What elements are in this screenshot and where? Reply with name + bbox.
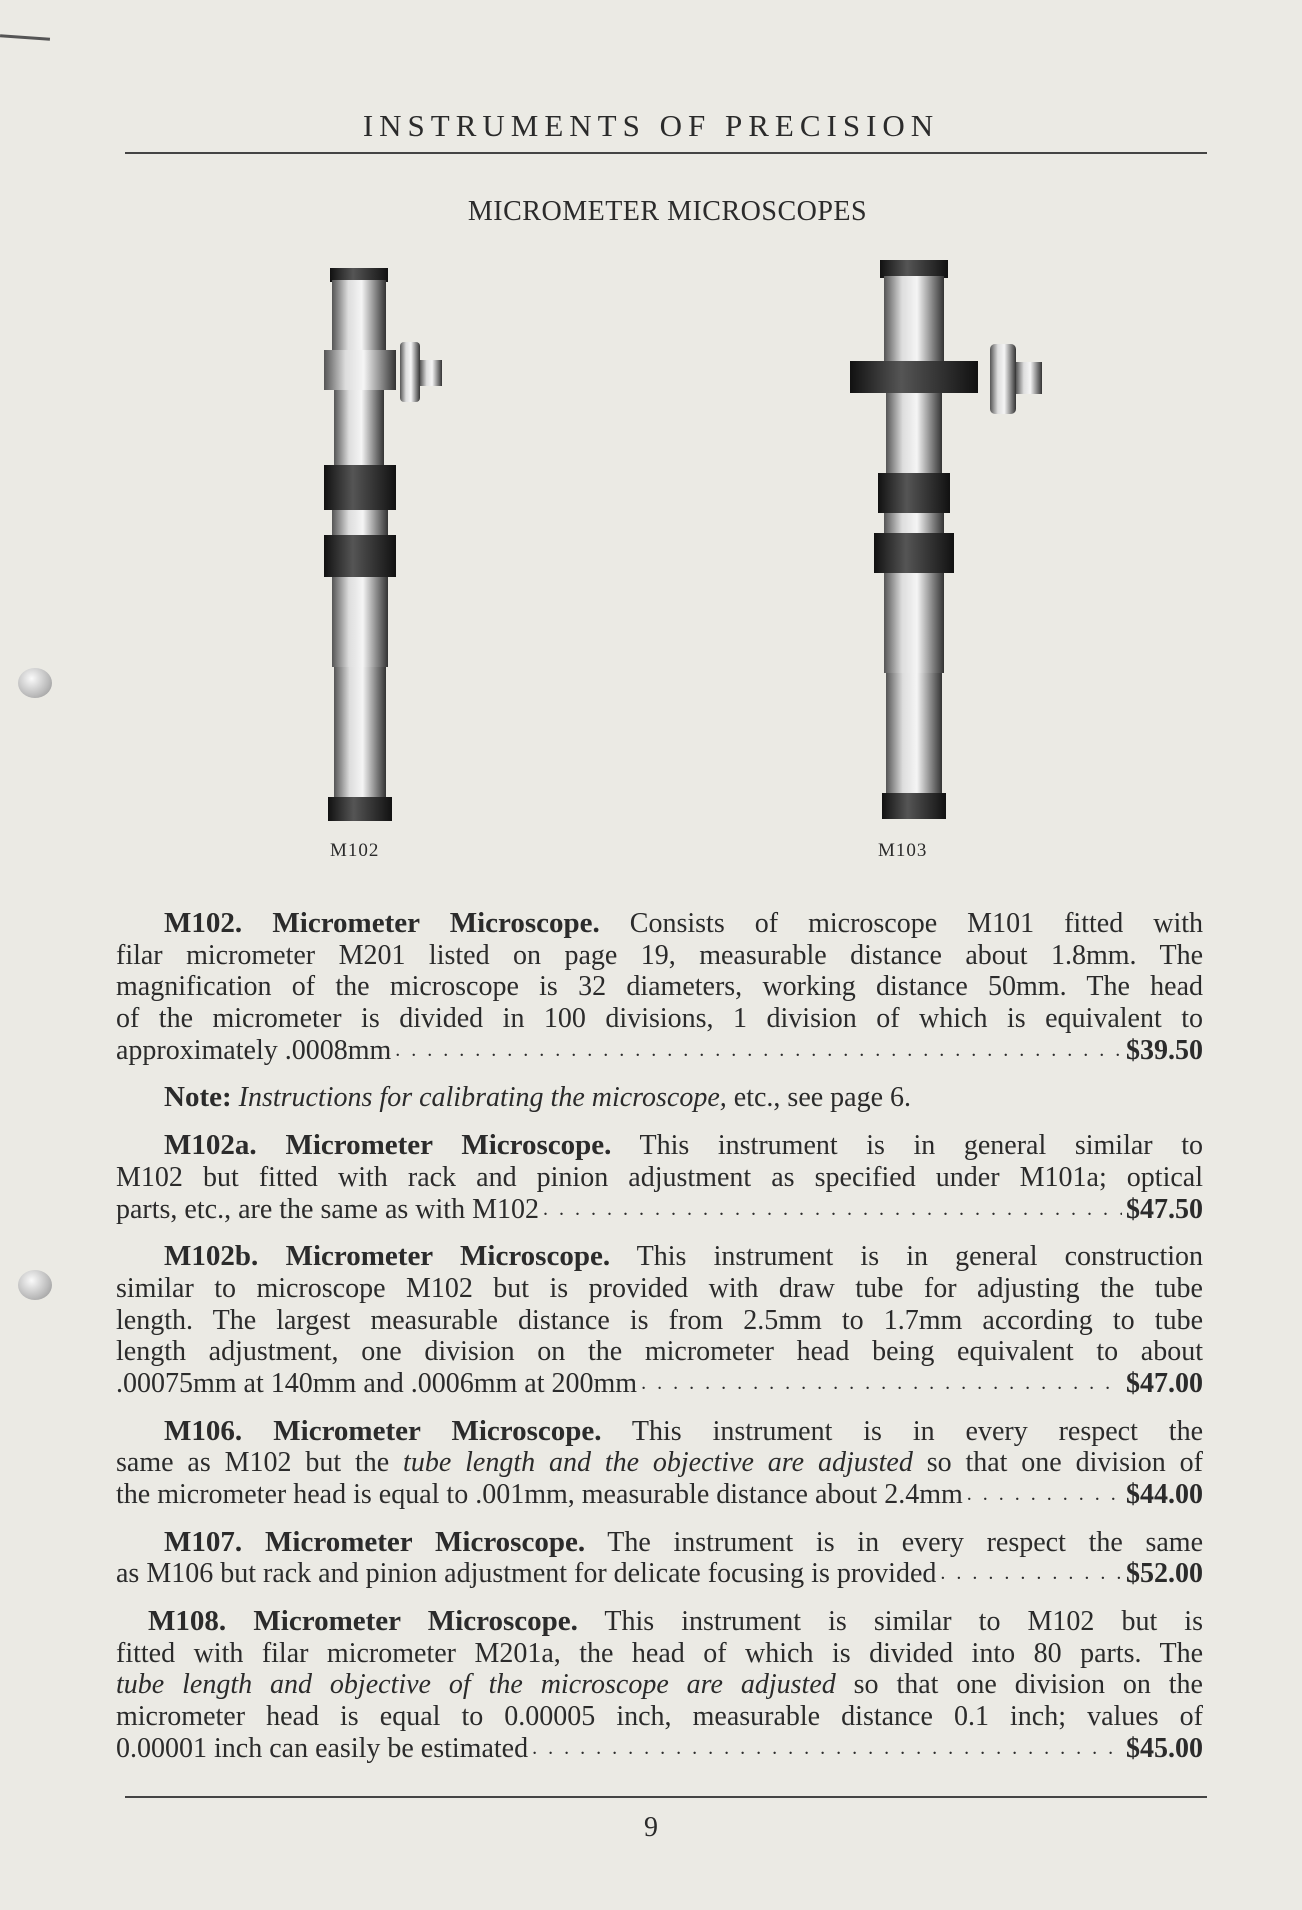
entry-m102b — [116, 1241, 1203, 1399]
entry-title: M108. Micrometer Microscope. — [148, 1605, 578, 1638]
entry-text: .00075mm at 140mm and .0006mm at 200mm — [116, 1367, 638, 1399]
entry-text: so that one division on the — [835, 1669, 1203, 1701]
page-number: 9 — [644, 1812, 658, 1843]
entry-title: M102. Micrometer Microscope. — [164, 907, 600, 939]
entry-text: length. The largest measurable distance is from 2.5mm to 1.7mm according to tube — [116, 1304, 1203, 1336]
entry-text: This instrument is in general construction — [610, 1241, 1204, 1273]
entry-text: the micrometer head is equal to .001mm, measurable distance about 2.4mm — [116, 1479, 963, 1510]
entry-text: as M106 but rack and pinion adjustment for delicate focusing is provided — [116, 1558, 937, 1590]
dot-leader — [395, 1035, 1122, 1067]
entry-m102 — [116, 908, 1203, 1066]
entry-text: so that one division of — [912, 1447, 1203, 1479]
entry-text: micrometer head is equal to 0.00005 inch, measurable distance 0.1 inch; values of — [116, 1701, 1203, 1733]
entry-title: M102b. Micrometer Microscope. — [164, 1240, 611, 1273]
entry-text: length adjustment, one division on the micrometer head being equivalent to about — [116, 1336, 1203, 1368]
entry-text: M102 but fitted with rack and pinion adjustment as specified under M101a; optical — [116, 1161, 1203, 1193]
punch-hole-top — [18, 668, 52, 698]
price: $44.00 — [1126, 1479, 1203, 1510]
entry-text: This instrument is in general similar to — [611, 1130, 1203, 1162]
note-text: etc., see page 6. — [726, 1082, 912, 1114]
entry-italic: tube length and objective of the microscope are adjusted — [116, 1669, 836, 1701]
entry-text: approximately .0008mm — [116, 1034, 392, 1066]
entry-m108 — [116, 1606, 1203, 1764]
microscope-m102-image — [300, 250, 490, 830]
entry-title: M106. Micrometer Microscope. — [164, 1414, 602, 1447]
entry-italic: tube length and the objective are adjusted — [403, 1447, 913, 1479]
price: $47.50 — [1126, 1193, 1203, 1225]
note — [116, 1082, 1203, 1114]
dot-leader — [967, 1479, 1122, 1511]
entry-text: same as M102 but the — [116, 1447, 404, 1479]
footer-rule — [125, 1796, 1207, 1798]
punch-hole-bottom — [18, 1270, 52, 1300]
price: $45.00 — [1126, 1732, 1203, 1764]
microscope-m103-image — [840, 246, 1080, 831]
section-title: MICROMETER MICROSCOPES — [467, 196, 868, 227]
entry-text: This instrument is similar to M102 but is — [577, 1606, 1203, 1638]
running-head: INSTRUMENTS OF PRECISION — [362, 108, 940, 143]
dot-leader — [641, 1368, 1122, 1400]
note-italic: Instructions for calibrating the microscope, — [231, 1082, 727, 1114]
entry-m102a — [116, 1130, 1203, 1225]
dot-leader — [940, 1558, 1122, 1590]
note-label: Note: — [164, 1081, 232, 1114]
entry-text: parts, etc., are the same as with M102 — [116, 1193, 539, 1225]
entry-m107 — [116, 1527, 1203, 1590]
figure-caption-m103: M103 — [878, 840, 928, 861]
entry-text: The instrument is in every respect the same — [585, 1526, 1203, 1558]
price: $39.50 — [1126, 1034, 1203, 1066]
entry-text: 0.00001 inch can easily be estimated — [116, 1732, 529, 1764]
entry-text: filar micrometer M201 listed on page 19, measurable distance about 1.8mm. The — [116, 939, 1203, 971]
entry-text: fitted with filar micrometer M201a, the head of which is divided into 80 parts. The — [116, 1637, 1203, 1669]
catalog-body — [116, 908, 1203, 1765]
entry-text: similar to microscope M102 but is provided with draw tube for adjusting the tube — [116, 1272, 1203, 1304]
pencil-mark — [0, 34, 50, 40]
entry-title: M102a. Micrometer Microscope. — [164, 1129, 612, 1162]
dot-leader — [532, 1733, 1122, 1765]
entry-text: magnification of the microscope is 32 diameters, working distance 50mm. The head — [116, 971, 1203, 1003]
price: $52.00 — [1126, 1558, 1203, 1590]
price: $47.00 — [1126, 1367, 1203, 1399]
entry-text: of the micrometer is divided in 100 divisions, 1 division of which is equivalent to — [116, 1003, 1203, 1035]
header-rule — [125, 152, 1207, 154]
dot-leader — [543, 1194, 1122, 1226]
entry-m106 — [116, 1416, 1203, 1511]
figure-caption-m102: M102 — [330, 840, 380, 861]
entry-text: Consists of microscope M101 fitted with — [599, 908, 1203, 939]
entry-text: This instrument is in every respect the — [601, 1415, 1203, 1447]
entry-title: M107. Micrometer Microscope. — [164, 1525, 586, 1558]
